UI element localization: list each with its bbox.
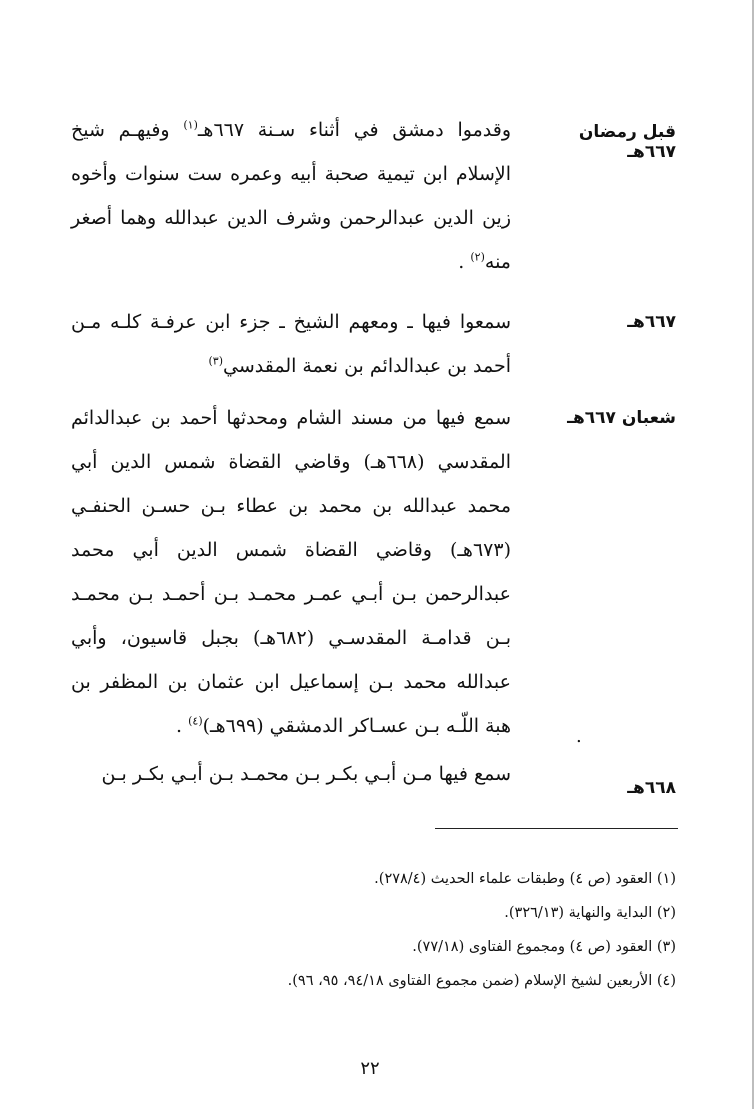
entry-date: قبل رمضان ٦٦٧هـ (578, 122, 676, 162)
page-edge (752, 0, 754, 1109)
footnote-3: (٣) العقود (ص ٤) ومجموع الفتاوى (٧٧/١٨). (412, 939, 676, 955)
entry-date: ٦٦٨هـ (627, 778, 676, 798)
footnote-divider (435, 828, 678, 829)
page-number: ٢٢ (360, 1058, 380, 1079)
footnote-ref[interactable]: (٢) (470, 250, 485, 264)
footnote-4: (٤) الأربعين لشيخ الإسلام (ضمن مجموع الفتاوى ٩٤/١٨، ٩٥، ٩٦). (287, 973, 676, 989)
footnote-1: (١) العقود (ص ٤) وطبقات علماء الحديث (٢٧٨/٤). (374, 871, 676, 887)
footnote-ref[interactable]: (٤) (188, 714, 203, 728)
footnote-2: (٢) البداية والنهاية (٣٢٦/١٣). (504, 905, 676, 921)
entry-text: وقدموا دمشق في أثناء سـنة ٦٦٧هـ$^{(١)}$ وفيهـم شيخ الإسلام ابن تيمية صحبة أبيه وعمره ست سنوات وأخوه زين الدين عبدالرحمن وشرف الدين عبدالله وهما أصغر منه$^{(٢)}$ . (71, 118, 511, 273)
entry-text: سمع فيها مـن أبـي بكـر بـن محمـد بـن أبـي بكـر بـن (101, 763, 511, 785)
entry-date: ٦٦٧هـ (627, 312, 676, 332)
entry-text: سمع فيها من مسند الشام ومحدثها أحمد بن عبدالدائم المقدسي (٦٦٨هـ) وقاضي القضاة شمس الدين أبي محمد عبدالله بن محمد بن عطاء بـن حسـن الحنفـي (٦٧٣هـ) وقاضي القضاة شمس الدين أبي محمد عبدالرحمن بـن أبـي عمـر محمـد بـن أحمـد بـن محمـد بـن قدامـة المقدسـي (٦٨٢هـ) بجبل قاسيون، وأبي عبدالله محمد بـن إسماعيل ابن عثمان بن المظفر بن هبة اللّـه بـن عسـاكر الدمشقي (٦٩٩هـ)$^{(٤)}$ . (71, 407, 512, 737)
stray-dot: . (576, 726, 582, 747)
entry-text: سمعوا فيها ـ ومعهم الشيخ ـ جزء ابن عرفـة كلـه مـن أحمد بن عبدالدائم بن نعمة المقدسي$^{(٣)}$ (71, 311, 511, 377)
footnote-ref[interactable]: (١) (183, 118, 198, 132)
entry-date: شعبان ٦٦٧هـ (567, 408, 676, 428)
footnotes (76, 862, 676, 998)
footnote-ref[interactable]: (٣) (208, 354, 223, 368)
